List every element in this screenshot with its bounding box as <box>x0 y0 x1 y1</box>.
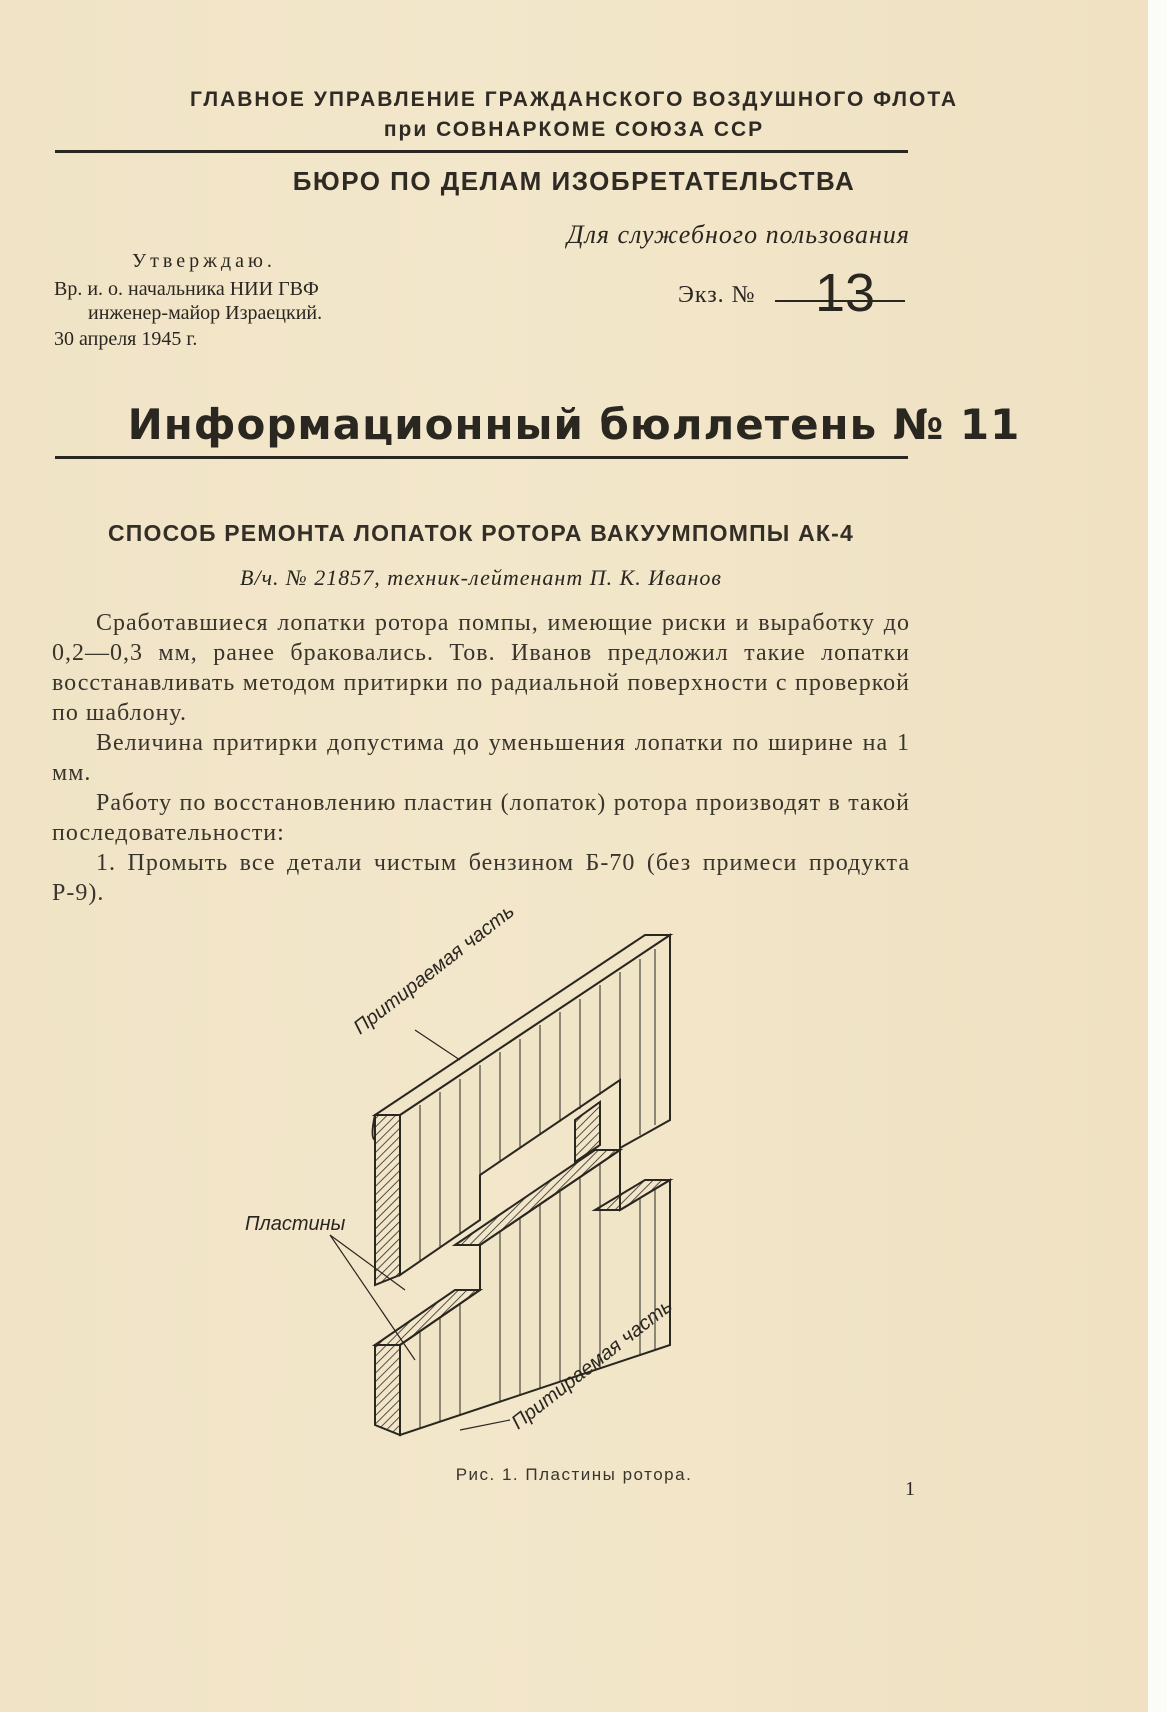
header-line-1: ГЛАВНОЕ УПРАВЛЕНИЕ ГРАЖДАНСКОГО ВОЗДУШНОГО ФЛОТА <box>189 88 959 111</box>
approval-date: 30 апреля 1945 г. <box>54 328 198 350</box>
copy-number: 13 <box>814 263 876 323</box>
paragraph-2: Величина притирки допустима до уменьшения лопатки по ширине на 1 мм. <box>52 730 910 786</box>
page-number: 1 <box>905 1478 915 1500</box>
figure-label-bottom: Притираемая часть <box>507 1295 677 1434</box>
page-edge <box>1148 0 1167 1712</box>
bulletin-title: Информационный бюллетень № 11 <box>127 400 1021 449</box>
paragraph-3: Работу по восстановлению пластин (лопаток) ротора производят в такой последовательности: <box>52 790 910 846</box>
approval-line-1: Утверждаю. <box>132 250 276 272</box>
paragraph-4: 1. Промыть все детали чистым бензином Б-70 (без примеси продукта Р-9). <box>52 850 910 906</box>
bureau-title: БЮРО ПО ДЕЛАМ ИЗОБРЕТАТЕЛЬСТВА <box>292 166 856 196</box>
article-body <box>52 608 910 908</box>
approval-line-3: инженер-майор Израецкий. <box>88 302 323 324</box>
header-rule <box>55 150 908 153</box>
article-title: СПОСОБ РЕМОНТА ЛОПАТОК РОТОРА ВАКУУМПОМПЫ АК-4 <box>107 520 855 546</box>
bulletin-rule <box>55 456 908 459</box>
classification-note: Для служебного пользования <box>567 220 910 249</box>
approval-line-2: Вр. и. о. начальника НИИ ГВФ <box>54 278 319 300</box>
figure-caption: Рис. 1. Пластины ротора. <box>455 1465 693 1484</box>
figure-label-top: Притираемая часть <box>349 900 519 1039</box>
header-line-2: при СОВНАРКОМЕ СОЮЗА ССР <box>383 118 765 141</box>
figure-label-left: Пластины <box>245 1213 346 1235</box>
paragraph-1: Сработавшиеся лопатки ротора помпы, имеющие риски и выработку до 0,2—0,3 мм, ранее браковались. Тов. Иванов предложил такие лопатки восстанавливать методом притирки по радиальной поверхности с проверкой по шаблону. <box>52 610 910 726</box>
article-author: В/ч. № 21857, техник-лейтенант П. К. Иванов <box>240 565 722 590</box>
rotor-plates-figure <box>230 890 750 1450</box>
copy-label: Экз. № <box>678 282 756 308</box>
